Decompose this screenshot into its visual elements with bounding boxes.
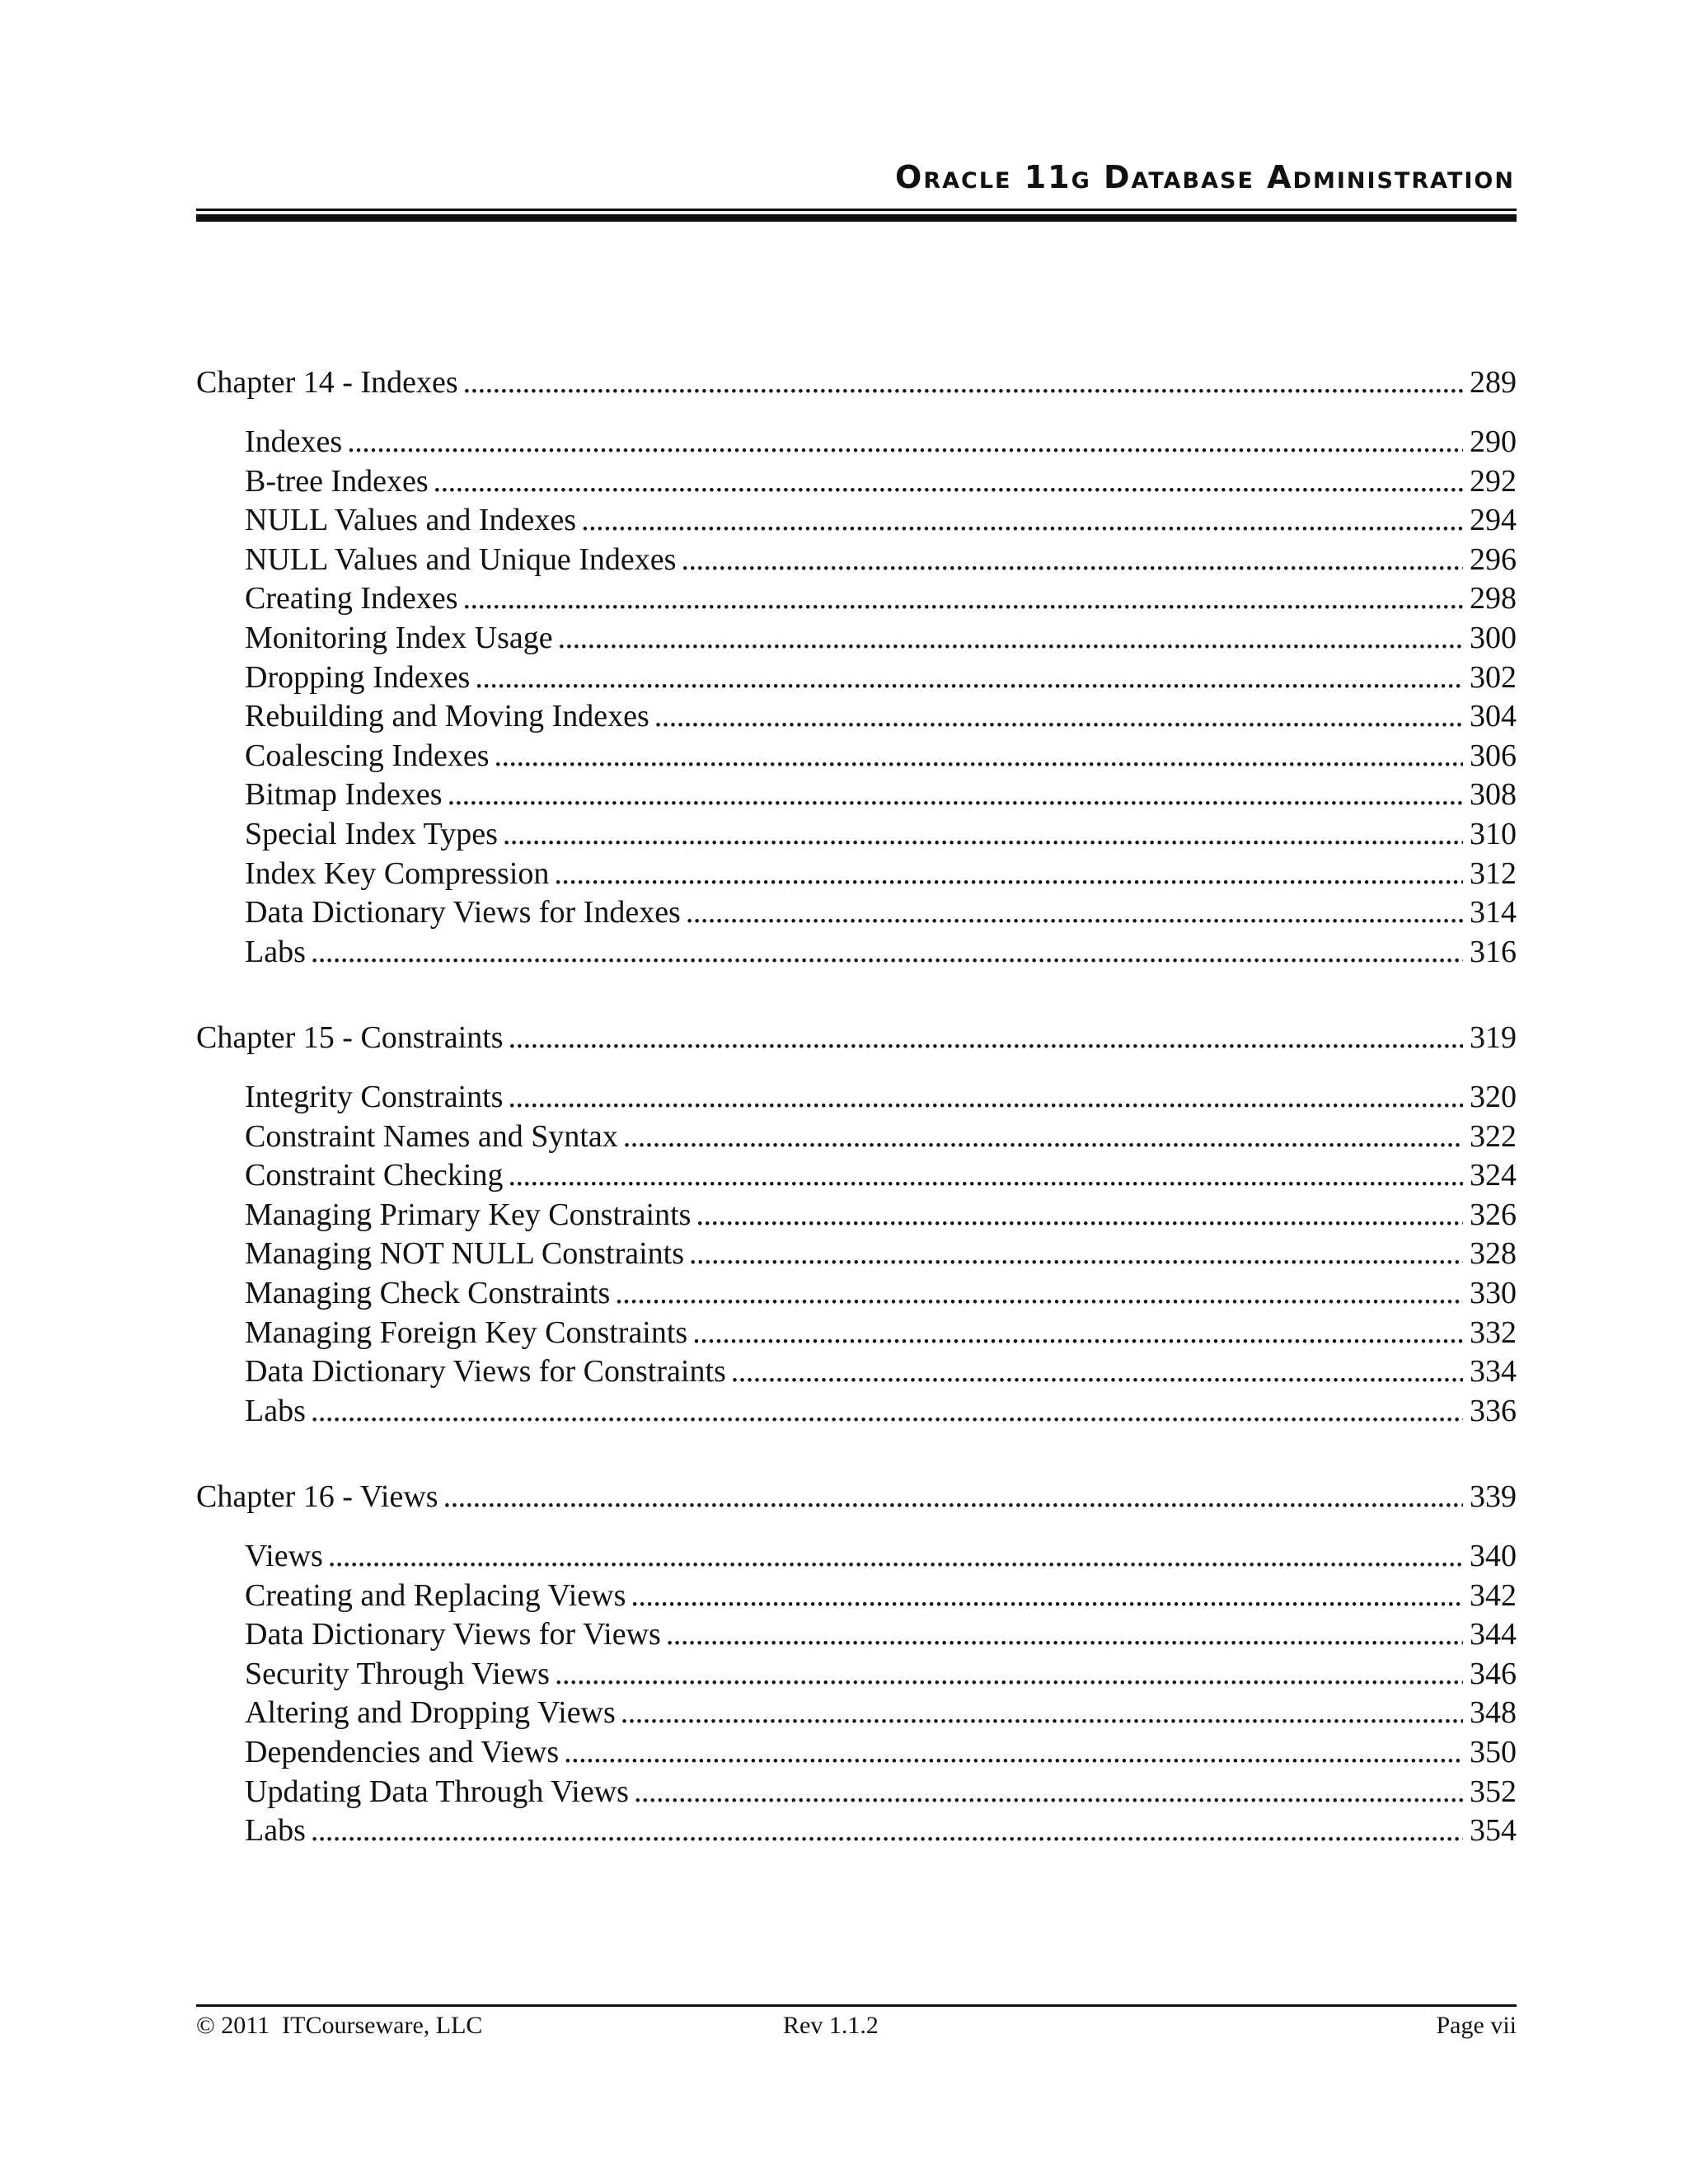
- toc-section-title: B-tree Indexes: [245, 463, 429, 499]
- toc-section-title: Coalescing Indexes: [245, 738, 490, 773]
- toc-section-entry[interactable]: [245, 540, 1517, 579]
- toc-dot-leader: [328, 1536, 1463, 1576]
- toc-section-entry[interactable]: [245, 1693, 1517, 1732]
- toc-dot-leader: [621, 1693, 1463, 1732]
- toc-section-title: Data Dictionary Views for Indexes: [245, 895, 681, 930]
- toc-section-entry[interactable]: [245, 422, 1517, 462]
- toc-page-number: 302: [1470, 659, 1517, 695]
- header-rule-thin: [196, 209, 1517, 211]
- toc-page-number: 340: [1470, 1539, 1517, 1573]
- toc-dot-leader: [615, 1273, 1463, 1313]
- toc-chapter-title: Chapter 14 - Indexes: [196, 365, 458, 400]
- toc-section-title: Index Key Compression: [245, 855, 550, 891]
- toc-section-title: Managing Primary Key Constraints: [245, 1197, 692, 1232]
- toc-dot-leader: [696, 1195, 1463, 1235]
- toc-page-number: 350: [1470, 1735, 1517, 1769]
- toc-section-title: Dependencies and Views: [245, 1735, 560, 1769]
- toc-page-number: 339: [1470, 1479, 1517, 1514]
- footer-page-number: Page vii: [1436, 2012, 1517, 2039]
- toc-section-entry[interactable]: [245, 932, 1517, 972]
- toc-dot-leader: [666, 1615, 1463, 1654]
- toc-page-number: 346: [1470, 1656, 1517, 1691]
- toc-section-title: Creating and Replacing Views: [245, 1577, 626, 1613]
- toc-dot-leader: [508, 1077, 1463, 1117]
- toc-chapter-entry[interactable]: [196, 1477, 1517, 1516]
- toc-dot-leader: [689, 1234, 1463, 1273]
- toc-section-entry[interactable]: [245, 1234, 1517, 1273]
- toc-section-entry[interactable]: [245, 1811, 1517, 1850]
- toc-dot-leader: [564, 1732, 1463, 1772]
- header-rule-thick: [196, 214, 1517, 222]
- toc-section-title: Indexes: [245, 424, 343, 459]
- toc-section-title: Monitoring Index Usage: [245, 621, 553, 655]
- toc-dot-leader: [634, 1772, 1463, 1811]
- toc-dot-leader: [581, 500, 1463, 540]
- toc-section-title: Data Dictionary Views for Views: [245, 1617, 661, 1652]
- toc-section-entry[interactable]: [245, 696, 1517, 736]
- toc-page-number: 348: [1470, 1695, 1517, 1731]
- toc-dot-leader: [692, 1313, 1463, 1352]
- toc-section-entry[interactable]: [245, 775, 1517, 814]
- toc-page-number: 290: [1470, 424, 1517, 459]
- toc-section-entry[interactable]: [245, 1615, 1517, 1654]
- footer-revision: Rev 1.1.2: [783, 2012, 879, 2039]
- toc-page-number: 336: [1470, 1393, 1517, 1428]
- toc-page-number: 316: [1470, 934, 1517, 969]
- toc-page-number: 306: [1470, 738, 1517, 773]
- toc-page-number: 342: [1470, 1577, 1517, 1613]
- toc-section-title: Data Dictionary Views for Constraints: [245, 1354, 726, 1390]
- toc-page-number: 332: [1470, 1315, 1517, 1350]
- toc-dot-leader: [495, 736, 1463, 776]
- page-footer: [196, 2009, 1517, 2042]
- toc-dot-leader: [508, 1155, 1463, 1195]
- toc-section-title: Special Index Types: [245, 817, 498, 851]
- toc-section-title: Managing NOT NULL Constraints: [245, 1236, 685, 1272]
- toc-dot-leader: [311, 1391, 1463, 1431]
- toc-section-entry[interactable]: [245, 462, 1517, 501]
- toc-page-number: 312: [1470, 855, 1517, 891]
- toc-chapter-entry[interactable]: [196, 1018, 1517, 1057]
- toc-dot-leader: [654, 696, 1463, 736]
- toc-dot-leader: [686, 893, 1463, 932]
- toc-section-title: Labs: [245, 934, 306, 969]
- toc-section-title: Bitmap Indexes: [245, 777, 443, 813]
- toc-dot-leader: [554, 854, 1463, 893]
- toc-dot-leader: [347, 422, 1463, 462]
- toc-dot-leader: [623, 1117, 1463, 1156]
- toc-chapter-entry[interactable]: [196, 363, 1517, 402]
- toc-section-entry[interactable]: [245, 1117, 1517, 1156]
- toc-page-number: 298: [1470, 581, 1517, 616]
- toc-section-entry[interactable]: [245, 854, 1517, 893]
- toc-dot-leader: [463, 363, 1463, 402]
- toc-section-title: Updating Data Through Views: [245, 1774, 629, 1809]
- toc-page-number: 319: [1470, 1020, 1517, 1055]
- toc-section-entry[interactable]: [245, 1155, 1517, 1195]
- toc-section-title: Managing Foreign Key Constraints: [245, 1315, 688, 1350]
- toc-page-number: 326: [1470, 1197, 1517, 1232]
- toc-page-number: 314: [1470, 895, 1517, 930]
- toc-page-number: 354: [1470, 1813, 1517, 1849]
- toc-page-number: 352: [1470, 1774, 1517, 1809]
- toc-section-entry[interactable]: [245, 658, 1517, 697]
- toc-section-entry[interactable]: [245, 1391, 1517, 1431]
- toc-dot-leader: [631, 1576, 1463, 1615]
- toc-page-number: 344: [1470, 1617, 1517, 1652]
- toc-section-title: Integrity Constraints: [245, 1080, 504, 1114]
- toc-section-title: Altering and Dropping Views: [245, 1695, 616, 1731]
- toc-page-number: 292: [1470, 463, 1517, 499]
- toc-page-number: 320: [1470, 1080, 1517, 1114]
- toc-section-title: Constraint Names and Syntax: [245, 1118, 618, 1154]
- toc-section-entry[interactable]: [245, 814, 1517, 854]
- toc-dot-leader: [509, 1018, 1463, 1057]
- toc-section-title: Creating Indexes: [245, 581, 458, 616]
- toc-section-entry[interactable]: [245, 1352, 1517, 1391]
- toc-section-entry[interactable]: [245, 1576, 1517, 1615]
- toc-section-title: Labs: [245, 1393, 306, 1428]
- toc-dot-leader: [448, 775, 1463, 814]
- toc-dot-leader: [503, 814, 1463, 854]
- toc-section-title: Views: [245, 1539, 323, 1573]
- toc-page-number: 324: [1470, 1158, 1517, 1193]
- toc-section-entry[interactable]: [245, 579, 1517, 618]
- toc-section-title: NULL Values and Indexes: [245, 503, 577, 538]
- toc-section-title: Constraint Checking: [245, 1158, 504, 1193]
- toc-section-title: Rebuilding and Moving Indexes: [245, 699, 649, 734]
- toc-section-entry[interactable]: [245, 893, 1517, 932]
- toc-page-number: 296: [1470, 541, 1517, 577]
- toc-section-title: Dropping Indexes: [245, 659, 471, 695]
- toc-section-title: NULL Values and Unique Indexes: [245, 541, 677, 577]
- toc-section-entry[interactable]: [245, 736, 1517, 776]
- toc-section-title: Managing Check Constraints: [245, 1276, 611, 1310]
- toc-page-number: 300: [1470, 621, 1517, 655]
- toc-dot-leader: [311, 1811, 1463, 1850]
- toc-page-number: 308: [1470, 777, 1517, 813]
- toc-chapter-title: Chapter 16 - Views: [196, 1479, 438, 1514]
- toc-section-entry[interactable]: [245, 1195, 1517, 1235]
- toc-section-entry[interactable]: [245, 1732, 1517, 1772]
- toc-dot-leader: [443, 1477, 1463, 1516]
- toc-section-title: Labs: [245, 1813, 306, 1849]
- toc-dot-leader: [475, 658, 1463, 697]
- toc-dot-leader: [731, 1352, 1463, 1391]
- toc-page-number: 289: [1470, 365, 1517, 400]
- toc-page-number: 334: [1470, 1354, 1517, 1390]
- toc-dot-leader: [311, 932, 1463, 972]
- toc-dot-leader: [555, 1654, 1463, 1694]
- toc-dot-leader: [434, 462, 1463, 501]
- toc-page-number: 328: [1470, 1236, 1517, 1272]
- toc-page-number: 322: [1470, 1118, 1517, 1154]
- page-header-title: Oracle 11g Database Administration: [895, 159, 1515, 195]
- toc-dot-leader: [681, 540, 1463, 579]
- toc-section-entry[interactable]: [245, 1772, 1517, 1811]
- toc-chapter-title: Chapter 15 - Constraints: [196, 1020, 504, 1055]
- toc-page-number: 330: [1470, 1276, 1517, 1310]
- toc-section-entry[interactable]: [245, 1313, 1517, 1352]
- toc-section-entry[interactable]: [245, 1654, 1517, 1694]
- toc-page-number: 310: [1470, 817, 1517, 851]
- toc-section-entry[interactable]: [245, 1273, 1517, 1313]
- toc-dot-leader: [463, 579, 1463, 618]
- toc-section-title: Security Through Views: [245, 1656, 550, 1691]
- toc-page-number: 294: [1470, 503, 1517, 538]
- toc-section-entry[interactable]: [245, 1077, 1517, 1117]
- toc-section-entry[interactable]: [245, 500, 1517, 540]
- toc-section-entry[interactable]: [245, 1536, 1517, 1576]
- toc-page-number: 304: [1470, 699, 1517, 734]
- footer-rule: [196, 2004, 1517, 2007]
- toc-section-entry[interactable]: [245, 618, 1517, 658]
- footer-copyright: © 2011 ITCourseware, LLC: [196, 2012, 483, 2039]
- toc-dot-leader: [558, 618, 1463, 658]
